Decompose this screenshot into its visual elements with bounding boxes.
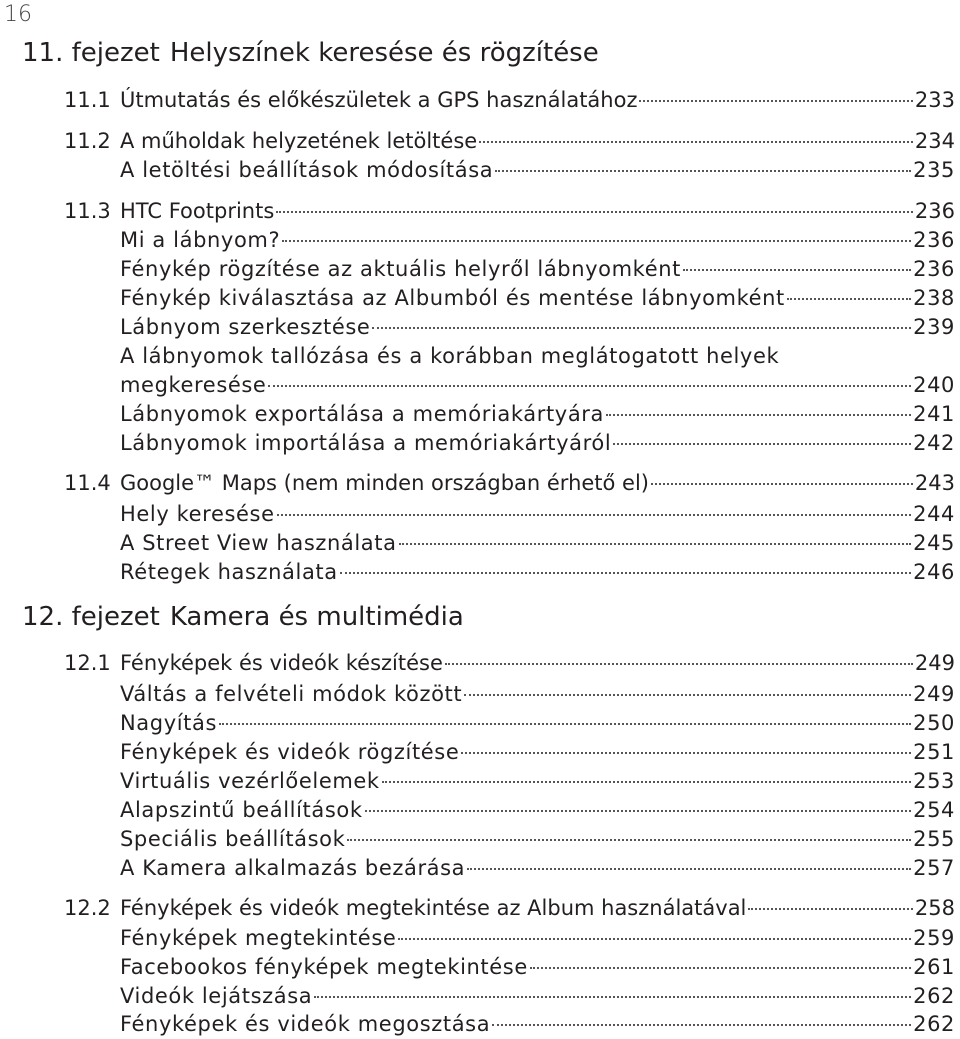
entry-title: Lábnyomok importálása a memóriakártyáról (120, 431, 612, 455)
entry-title: Útmutatás és előkészületek a GPS használatához (120, 88, 638, 112)
page-ref: 257 (913, 856, 955, 880)
page-ref: 233 (914, 88, 955, 112)
page-ref: 236 (913, 257, 955, 281)
leader-dots (748, 908, 913, 910)
page-ref: 241 (913, 402, 955, 426)
page-ref: 254 (913, 798, 955, 822)
page-ref: 249 (913, 682, 955, 706)
section-number: 12.2 (64, 896, 111, 920)
page-ref: 250 (913, 711, 955, 735)
page-ref: 253 (913, 769, 955, 793)
leader-dots (382, 781, 911, 783)
entry-title: Váltás a felvételi módok között (120, 682, 463, 706)
chapter-heading (22, 602, 464, 632)
page-ref: 262 (913, 1012, 955, 1036)
page-ref: 255 (913, 827, 955, 851)
toc-entry[interactable] (0, 226, 955, 255)
page-ref: 258 (914, 896, 955, 920)
chapter-title: Kamera és multimédia (169, 602, 464, 632)
entry-title: HTC Footprints (120, 199, 275, 223)
toc-entry[interactable] (0, 680, 955, 709)
leader-dots (606, 414, 911, 416)
leader-dots (787, 298, 911, 300)
toc-entry[interactable] (0, 400, 955, 429)
toc-entry[interactable] (0, 953, 955, 982)
page-ref: 235 (913, 158, 955, 182)
entry-title: Fényképek és videók rögzítése (120, 740, 460, 764)
toc-entry[interactable] (0, 156, 955, 185)
entry-title: A lábnyomok tallózása és a korábban meglátogatott helyek (120, 344, 780, 368)
page-ref: 262 (913, 984, 955, 1008)
entry-title: Speciális beállítások (120, 827, 346, 851)
page-ref: 242 (913, 431, 955, 455)
entry-title: Fénykép rögzítése az aktuális helyről lábnyomként (120, 257, 681, 281)
page-ref: 251 (913, 740, 955, 764)
leader-dots (639, 100, 912, 102)
page-ref: 234 (914, 129, 955, 153)
toc-entry[interactable] (0, 709, 955, 738)
page-ref: 245 (913, 531, 955, 555)
section-number: 11.2 (64, 129, 111, 153)
toc-entry[interactable] (0, 429, 955, 458)
page-ref: 249 (914, 651, 955, 675)
toc-entry[interactable] (0, 796, 955, 825)
toc-entry[interactable] (0, 342, 955, 371)
toc-entry[interactable] (0, 197, 955, 226)
chapter-title: Helyszínek keresése és rögzítése (169, 38, 599, 68)
toc-entry[interactable] (0, 313, 955, 342)
entry-title: Nagyítás (120, 711, 218, 735)
section-number: 12.1 (64, 651, 111, 675)
toc-entry[interactable] (0, 767, 955, 796)
leader-dots (613, 443, 911, 445)
toc-entry[interactable] (0, 1010, 955, 1039)
leader-dots (683, 269, 911, 271)
entry-title: Fényképek és videók megosztása (120, 1012, 491, 1036)
leader-dots (399, 543, 912, 545)
toc-entry[interactable] (0, 500, 955, 529)
leader-dots (461, 752, 911, 754)
page-ref: 244 (913, 502, 955, 526)
entry-title: Google™ Maps (nem minden országban érhető el) (120, 471, 649, 495)
toc-entry[interactable] (0, 529, 955, 558)
entry-title: Hely keresése (120, 502, 275, 526)
page-ref: 236 (914, 199, 955, 223)
page-number: 16 (4, 2, 32, 27)
page-ref: 238 (913, 286, 955, 310)
leader-dots (398, 938, 911, 940)
page-ref: 240 (913, 373, 955, 397)
page-ref: 259 (913, 926, 955, 950)
leader-dots (268, 385, 911, 387)
page-ref: 246 (913, 560, 955, 584)
entry-title: Virtuális vezérlőelemek (120, 769, 380, 793)
entry-title: Facebookos fényképek megtekintése (120, 955, 528, 979)
page-ref: 261 (913, 955, 955, 979)
entry-title: Fényképek és videók készítése (120, 651, 443, 675)
toc-entry[interactable] (0, 284, 955, 313)
page-ref: 239 (913, 315, 955, 339)
entry-title: megkeresése (120, 373, 267, 397)
leader-dots (219, 723, 911, 725)
leader-dots (314, 996, 911, 998)
entry-title: Lábnyom szerkesztése (120, 315, 371, 339)
toc-entry[interactable] (0, 371, 955, 400)
section-number: 11.1 (64, 88, 111, 112)
entry-title: A Kamera alkalmazás bezárása (120, 856, 466, 880)
leader-dots (479, 141, 913, 143)
entry-title: Lábnyomok exportálása a memóriakártyára (120, 402, 604, 426)
toc-entry[interactable] (0, 982, 955, 1011)
leader-dots (495, 170, 911, 172)
toc-entry[interactable] (0, 558, 955, 587)
entry-title: A műholdak helyzetének letöltése (120, 129, 478, 153)
leader-dots (372, 327, 911, 329)
leader-dots (464, 694, 911, 696)
page-ref: 236 (913, 228, 955, 252)
leader-dots (651, 483, 913, 485)
section-number: 11.3 (64, 199, 111, 223)
entry-title: A letöltési beállítások módosítása (120, 158, 494, 182)
chapter-heading (22, 38, 599, 68)
toc-entry[interactable] (0, 738, 955, 767)
toc-entry[interactable] (0, 127, 955, 156)
leader-dots (365, 810, 912, 812)
section-number: 11.4 (64, 471, 111, 495)
entry-title: Fénykép kiválasztása az Albumból és mentése lábnyomként (120, 286, 785, 310)
leader-dots (277, 514, 912, 516)
entry-title: A Street View használata (120, 531, 397, 555)
toc-entry[interactable] (0, 469, 955, 498)
leader-dots (445, 663, 913, 665)
entry-title: Mi a lábnyom? (120, 228, 281, 252)
leader-dots (347, 839, 911, 841)
toc-entry[interactable] (0, 255, 955, 284)
leader-dots (492, 1024, 911, 1026)
leader-dots (340, 572, 911, 574)
entry-title: Alapszintű beállítások (120, 798, 363, 822)
leader-dots (467, 868, 911, 870)
entry-title: Videók lejátszása (120, 984, 313, 1008)
page-ref: 243 (914, 471, 955, 495)
toc-entry[interactable] (0, 86, 955, 115)
leader-dots (276, 211, 913, 213)
leader-dots (530, 967, 911, 969)
entry-title: Fényképek és videók megtekintése az Album használatával (120, 896, 747, 920)
chapter-number: 11. fejezet (22, 38, 160, 68)
entry-title: Fényképek megtekintése (120, 926, 397, 950)
chapter-number: 12. fejezet (22, 602, 160, 632)
toc-entry[interactable] (0, 649, 955, 678)
toc-entry[interactable] (0, 825, 955, 854)
toc-entry[interactable] (0, 924, 955, 953)
leader-dots (282, 240, 911, 242)
toc-entry[interactable] (0, 854, 955, 883)
toc-entry[interactable] (0, 894, 955, 923)
entry-title: Rétegek használata (120, 560, 338, 584)
